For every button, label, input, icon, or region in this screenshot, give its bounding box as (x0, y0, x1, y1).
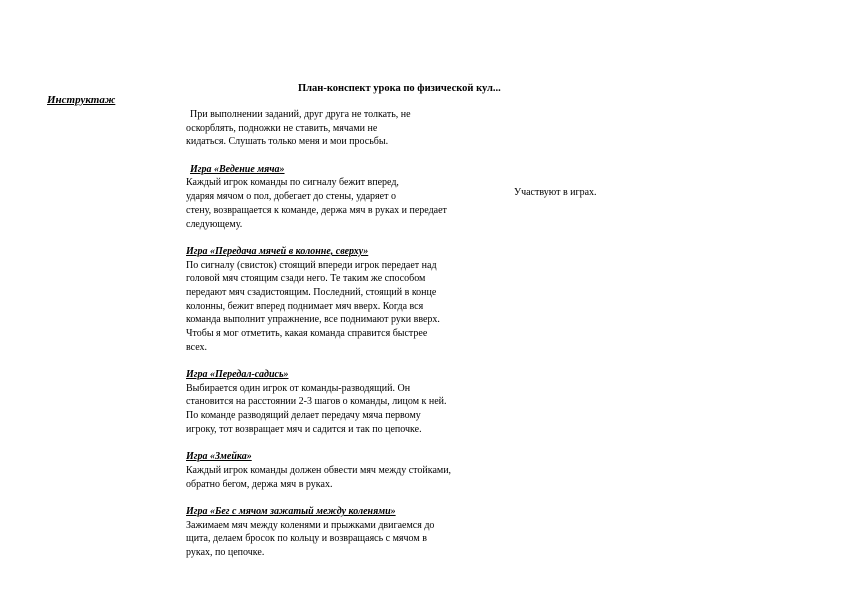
game-block (186, 505, 511, 560)
game-line: следующему. (186, 218, 243, 230)
game-line: обратно бегом, держа мяч в руках. (186, 478, 333, 490)
game-line: становится на расстоянии 2-3 шагов о команды, лицом к ней. (186, 396, 447, 408)
game-line: По сигналу (свисток) стоящий впереди игрок передает над (186, 259, 437, 271)
game-line: ударяя мячом о пол, добегает до стены, ударяет о (186, 191, 396, 203)
game-line: игроку, тот возвращает мяч и садится и так по цепочке. (186, 423, 422, 435)
game-line: Каждый игрок команды должен обвести мяч между стойками, (186, 464, 452, 476)
game-heading: Игра «Бег с мячом зажатый между коленями» (186, 505, 396, 517)
lesson-content (186, 108, 511, 560)
game-line: команда выполнит упражнение, все поднимают руки вверх. (186, 314, 440, 326)
game-heading: Игра «Передал-садись» (186, 369, 289, 381)
game-line: колонны, бежит вперед поднимает мяч вверх. Когда вся (186, 300, 424, 312)
game-line: Чтобы я мог отметить, какая команда справится быстрее (186, 328, 428, 339)
intro-line: оскорблять, подножки не ставить, мячами не (186, 122, 378, 134)
game-line: головой мяч стоящим сзади него. Те таким же способом (186, 273, 426, 285)
game-heading: Игра «Передача мячей в колонне, сверху» (186, 245, 369, 257)
game-line: щита, делаем бросок по кольцу и возвращаясь с мячом в (186, 533, 427, 545)
game-line: Выбирается один игрок от команды-разводящий. Он (186, 382, 411, 394)
game-line: всех. (186, 341, 208, 353)
intro-block (186, 108, 511, 149)
game-line: По команде разводящий делает передачу мяча первому (186, 410, 421, 422)
game-line: передают мяч сзадистоящим. Последний, стоящий в конце (186, 286, 437, 298)
game-line: стену, возвращается к команде, держа мяч в руках и передает (186, 204, 447, 216)
game-line: руках, по цепочке. (186, 547, 265, 558)
intro-line: При выполнении заданий, друг друга не толкать, не (190, 109, 411, 120)
game-block (186, 163, 511, 231)
page-title: План-конспект урока по физической кул... (298, 83, 501, 94)
game-block (186, 368, 511, 436)
section-label-instruction: Инструктаж (47, 94, 116, 106)
game-block (186, 450, 511, 491)
title-fade (505, 82, 545, 92)
game-line: Зажимаем мяч между коленями и прыжками двигаемся до (186, 519, 435, 531)
game-heading: Игра «Змейка» (186, 451, 252, 463)
game-heading: Игра «Ведение мяча» (190, 163, 285, 175)
student-activity-note: Участвуют в играх. (514, 187, 597, 198)
game-block (186, 245, 511, 355)
intro-line: кидаться. Слушать только меня и мои просьбы. (186, 136, 389, 148)
game-line: Каждый игрок команды по сигналу бежит вперед, (186, 177, 399, 189)
